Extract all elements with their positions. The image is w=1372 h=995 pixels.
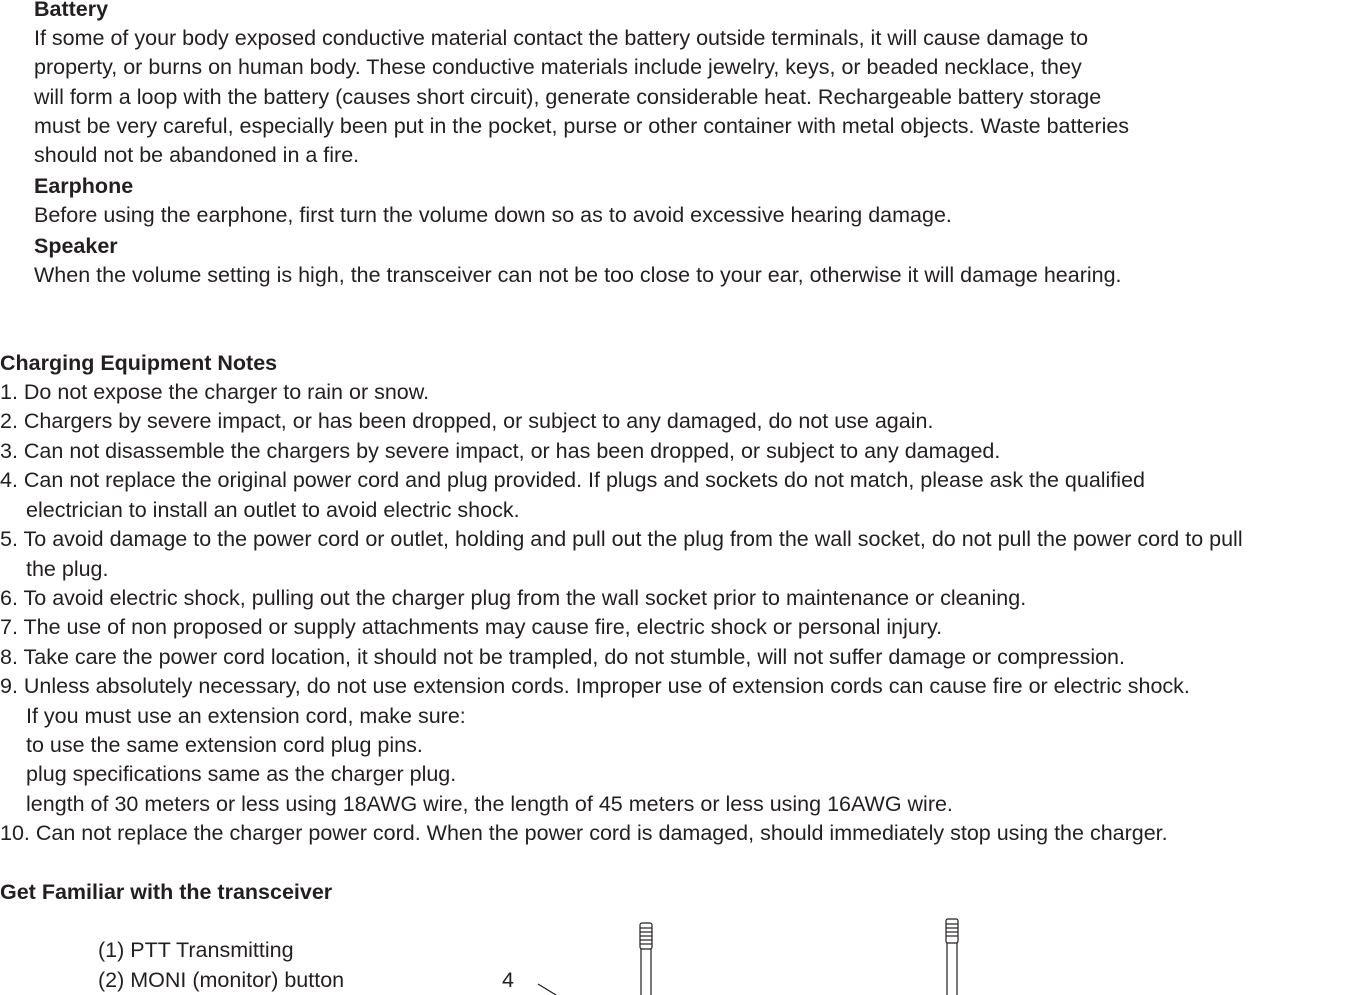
antenna-right [946, 919, 958, 995]
callout-leader-line [538, 984, 556, 995]
battery-line-3: will form a loop with the battery (causes short circuit), generate considerable heat. Rechargeable battery storage [34, 85, 1102, 109]
earphone-heading: Earphone [34, 174, 134, 198]
familiar-heading: Get Familiar with the transceiver [0, 880, 333, 904]
battery-line-2: property, or burns on human body. These conductive materials include jewelry, keys, or beaded necklace, they [34, 55, 1082, 79]
battery-line-4: must be very careful, especially been put in the pocket, purse or other container with metal objects. Waste batteries [34, 114, 1130, 138]
charging-note-4: 4. Can not replace the original power cord and plug provided. If plugs and sockets do not match, please ask the qualified [0, 468, 1145, 492]
battery-line-5: should not be abandoned in a fire. [34, 143, 360, 167]
charging-note-2: 2. Chargers by severe impact, or has been dropped, or subject to any damaged, do not use again. [0, 409, 934, 433]
speaker-heading: Speaker [34, 234, 118, 258]
callout-number: 4 [502, 968, 514, 992]
familiar-item-ptt: (1) PTT Transmitting [98, 938, 294, 962]
battery-line-1: If some of your body exposed conductive material contact the battery outside terminals, it will cause damage to [34, 26, 1089, 50]
earphone-text: Before using the earphone, first turn the volume down so as to avoid excessive hearing damage. [34, 203, 952, 227]
charging-note-7: 7. The use of non proposed or supply attachments may cause fire, electric shock or personal injury. [0, 615, 943, 639]
battery-heading: Battery [34, 0, 109, 21]
charging-note-8: 8. Take care the power cord location, it should not be trampled, do not stumble, will not suffer damage or compression. [0, 645, 1125, 669]
charging-note-4-cont: electrician to install an outlet to avoid electric shock. [26, 498, 520, 522]
charging-note-9-sub-4: length of 30 meters or less using 18AWG wire, the length of 45 meters or less using 16AWG wire. [26, 792, 953, 816]
charging-note-9-sub-3: plug specifications same as the charger plug. [26, 762, 457, 786]
charging-heading: Charging Equipment Notes [0, 351, 278, 375]
antenna-left [640, 923, 652, 995]
charging-note-1: 1. Do not expose the charger to rain or snow. [0, 380, 430, 404]
charging-note-5: 5. To avoid damage to the power cord or outlet, holding and pull out the plug from the wall socket, do not pull the power cord to pull [0, 527, 1243, 551]
charging-note-9-sub-1: If you must use an extension cord, make sure: [26, 704, 466, 728]
transceiver-diagram [500, 910, 980, 995]
familiar-item-moni: (2) MONI (monitor) button [98, 968, 345, 992]
charging-note-6: 6. To avoid electric shock, pulling out the charger plug from the wall socket prior to maintenance or cleaning. [0, 586, 1027, 610]
charging-note-3: 3. Can not disassemble the chargers by severe impact, or has been dropped, or subject to any damaged. [0, 439, 1001, 463]
speaker-text: When the volume setting is high, the transceiver can not be too close to your ear, otherwise it will damage hearing. [34, 263, 1122, 287]
charging-note-9: 9. Unless absolutely necessary, do not use extension cords. Improper use of extension cords can cause fire or electric shock. [0, 674, 1190, 698]
charging-note-9-sub-2: to use the same extension cord plug pins. [26, 733, 423, 757]
charging-note-5-cont: the plug. [26, 557, 109, 581]
charging-note-10: 10. Can not replace the charger power cord. When the power cord is damaged, should immediately stop using the charger. [0, 821, 1168, 845]
